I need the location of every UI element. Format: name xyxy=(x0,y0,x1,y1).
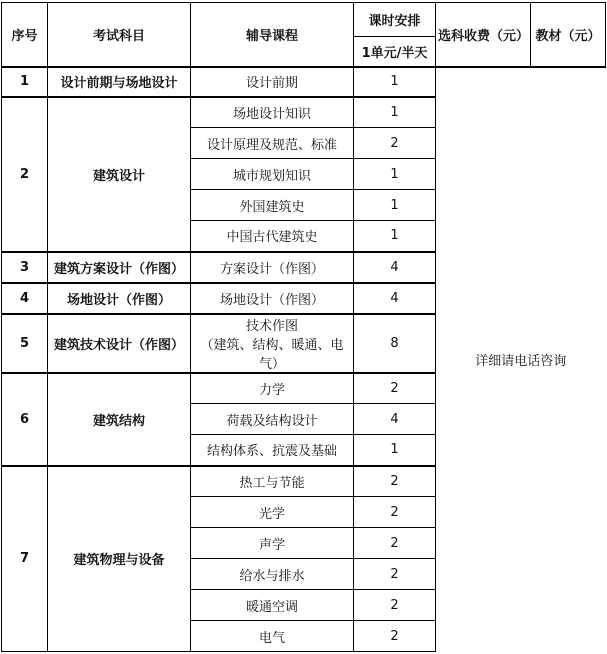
subject-cell: 建筑技术设计（作图） xyxy=(48,314,191,373)
seq-cell: 5 xyxy=(2,314,48,373)
course-cell xyxy=(191,159,354,190)
course-cell xyxy=(191,128,354,159)
course-cell xyxy=(191,314,354,373)
course-name: 技术作图 xyxy=(245,318,298,334)
hours-cell: 8 xyxy=(354,314,436,373)
hours-cell: 2 xyxy=(354,128,436,159)
table-row xyxy=(2,67,606,97)
course-cell xyxy=(191,190,354,221)
hours-cell: 1 xyxy=(354,159,436,190)
course-cell xyxy=(191,559,354,590)
hours-cell: 4 xyxy=(354,404,436,435)
course-name: 热工与节能 xyxy=(239,475,305,491)
course-name: 荷载及结构设计 xyxy=(226,413,318,429)
course-cell xyxy=(191,404,354,435)
fee-note-cell: 详细请电话咨询 xyxy=(436,67,606,652)
hours-cell: 1 xyxy=(354,221,436,252)
course-name: 力学 xyxy=(258,382,285,398)
hours-cell: 2 xyxy=(354,559,436,590)
hours-cell: 1 xyxy=(354,435,436,466)
course-name: 中国古代建筑史 xyxy=(226,230,318,246)
course-name: 场地设计（作图） xyxy=(219,292,324,308)
course-cell xyxy=(191,97,354,128)
hours-cell: 2 xyxy=(354,497,436,528)
header-fee: 选科收费（元） xyxy=(436,3,531,67)
course-name: 方案设计（作图） xyxy=(219,261,324,277)
subject-cell: 建筑设计 xyxy=(48,97,191,252)
course-cell xyxy=(191,252,354,283)
header-seq: 序号 xyxy=(2,3,48,67)
course-cell xyxy=(191,373,354,404)
hours-cell: 2 xyxy=(354,590,436,621)
hours-cell: 2 xyxy=(354,528,436,559)
course-schedule-table xyxy=(1,2,606,652)
seq-cell: 4 xyxy=(2,283,48,314)
course-name: 声学 xyxy=(258,537,285,553)
seq-cell: 6 xyxy=(2,373,48,466)
course-name: 场地设计知识 xyxy=(232,106,311,122)
course-cell xyxy=(191,67,354,97)
header-subject: 考试科目 xyxy=(48,3,191,67)
hours-cell: 1 xyxy=(354,67,436,97)
course-name: 城市规划知识 xyxy=(232,168,311,184)
course-name-detail: （建筑、结构、暖通、电气） xyxy=(200,337,344,372)
course-cell xyxy=(191,497,354,528)
hours-cell: 4 xyxy=(354,283,436,314)
subject-cell: 场地设计（作图） xyxy=(48,283,191,314)
header-row xyxy=(2,3,606,37)
seq-cell: 2 xyxy=(2,97,48,252)
course-name: 给水与排水 xyxy=(239,568,305,584)
hours-cell: 2 xyxy=(354,621,436,652)
subject-cell: 设计前期与场地设计 xyxy=(48,67,191,97)
table-body xyxy=(2,3,606,652)
course-name: 光学 xyxy=(258,506,285,522)
hours-cell: 4 xyxy=(354,252,436,283)
subject-cell: 建筑结构 xyxy=(48,373,191,466)
course-cell xyxy=(191,528,354,559)
seq-cell: 1 xyxy=(2,67,48,97)
subject-cell: 建筑物理与设备 xyxy=(48,466,191,652)
course-cell xyxy=(191,590,354,621)
hours-cell: 2 xyxy=(354,373,436,404)
subject-cell: 建筑方案设计（作图） xyxy=(48,252,191,283)
course-name: 结构体系、抗震及基础 xyxy=(206,444,337,460)
course-name: 暖通空调 xyxy=(245,599,298,615)
seq-cell: 7 xyxy=(2,466,48,652)
header-material: 教材（元） xyxy=(531,3,606,67)
course-name: 设计原理及规范、标准 xyxy=(206,137,337,153)
course-name: 电气 xyxy=(258,630,285,646)
hours-cell: 2 xyxy=(354,466,436,497)
course-cell xyxy=(191,621,354,652)
course-cell xyxy=(191,283,354,314)
course-cell xyxy=(191,435,354,466)
course-cell xyxy=(191,466,354,497)
header-unit: 1单元/半天 xyxy=(354,37,436,67)
hours-cell: 1 xyxy=(354,97,436,128)
hours-cell: 1 xyxy=(354,190,436,221)
header-course: 辅导课程 xyxy=(191,3,354,67)
course-name: 外国建筑史 xyxy=(239,199,305,215)
course-cell xyxy=(191,221,354,252)
seq-cell: 3 xyxy=(2,252,48,283)
course-name: 设计前期 xyxy=(245,76,298,91)
header-hours: 课时安排 xyxy=(354,3,436,37)
